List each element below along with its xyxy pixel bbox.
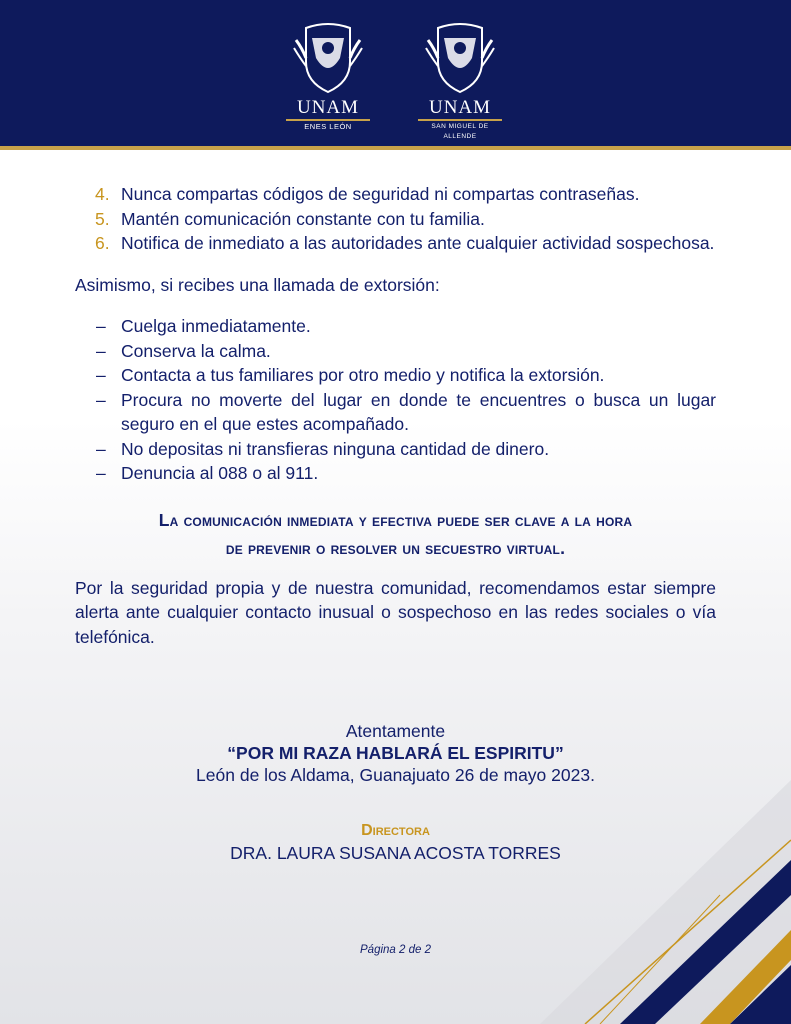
dash-marker: – [96,389,106,410]
list-item [75,363,716,388]
signature-block [0,820,791,864]
logo-left-subtitle: ENES LEÓN [304,122,352,131]
numbered-list [75,182,716,256]
list-item [75,207,716,232]
list-item [75,182,716,207]
list-item [75,339,716,364]
closing-block [0,720,791,786]
item-text: Mantén comunicación constante con tu familia. [121,208,485,229]
logo-right-subtitle: SAN MIGUEL DE ALLENDE [431,123,489,140]
headline [75,506,716,562]
list-item [75,231,716,256]
extortion-intro: Asimismo, si recibes una llamada de extorsión: [75,274,440,295]
item-text: Procura no moverte del lugar en donde te encuentres o busca un lugar seguro en el que estes acompañado. [121,389,716,434]
item-text: Notifica de inmediato a las autoridades ante cualquier actividad sospechosa. [121,233,715,253]
logo-right-name: UNAM [428,97,492,118]
list-item [75,314,716,339]
list-item [75,461,716,486]
dash-marker: – [96,463,106,483]
salutation: Atentamente [345,721,446,741]
signature-name: DRA. LAURA SUSANA ACOSTA TORRES [230,843,561,863]
signature-title: Directora [361,822,430,839]
advice-paragraph: Por la seguridad propia y de nuestra comunidad, recomendamos estar siempre alerta ante cualquier contacto inusual o sospechoso en las redes sociales o vía telefónica. [75,577,716,647]
list-item [75,388,716,437]
place-date: León de los Aldama, Guanajuato 26 de mayo 2023. [196,765,595,785]
body-content [75,182,716,649]
motto: “POR MI RAZA HABLARÁ EL ESPIRITU” [227,743,564,763]
dash-marker: – [96,340,106,361]
item-text: Contacta a tus familiares por otro medio y notifica la extorsión. [121,365,605,385]
page-number: Página 2 de 2 [360,944,431,956]
dash-marker: – [96,316,106,336]
item-text: Denuncia al 088 o al 911. [121,463,319,483]
dash-list [75,314,716,486]
item-number: 5. [95,208,110,229]
item-text: Conserva la calma. [121,340,271,361]
dash-marker: – [96,365,106,385]
dash-marker: – [96,438,106,459]
item-text: Cuelga inmediatamente. [121,316,311,336]
item-text: No depositas ni transfieras ninguna cantidad de dinero. [121,438,550,459]
headline-line-2: de prevenir o resolver un secuestro virtual. [225,537,566,558]
item-text: Nunca compartas códigos de seguridad ni compartas contraseñas. [121,184,640,204]
list-item [75,437,716,462]
item-number: 4. [95,184,110,204]
logo-left-name: UNAM [296,97,360,118]
item-number: 6. [95,233,110,253]
headline-line-1: La comunicación inmediata y efectiva puede ser clave a la hora [158,509,633,530]
